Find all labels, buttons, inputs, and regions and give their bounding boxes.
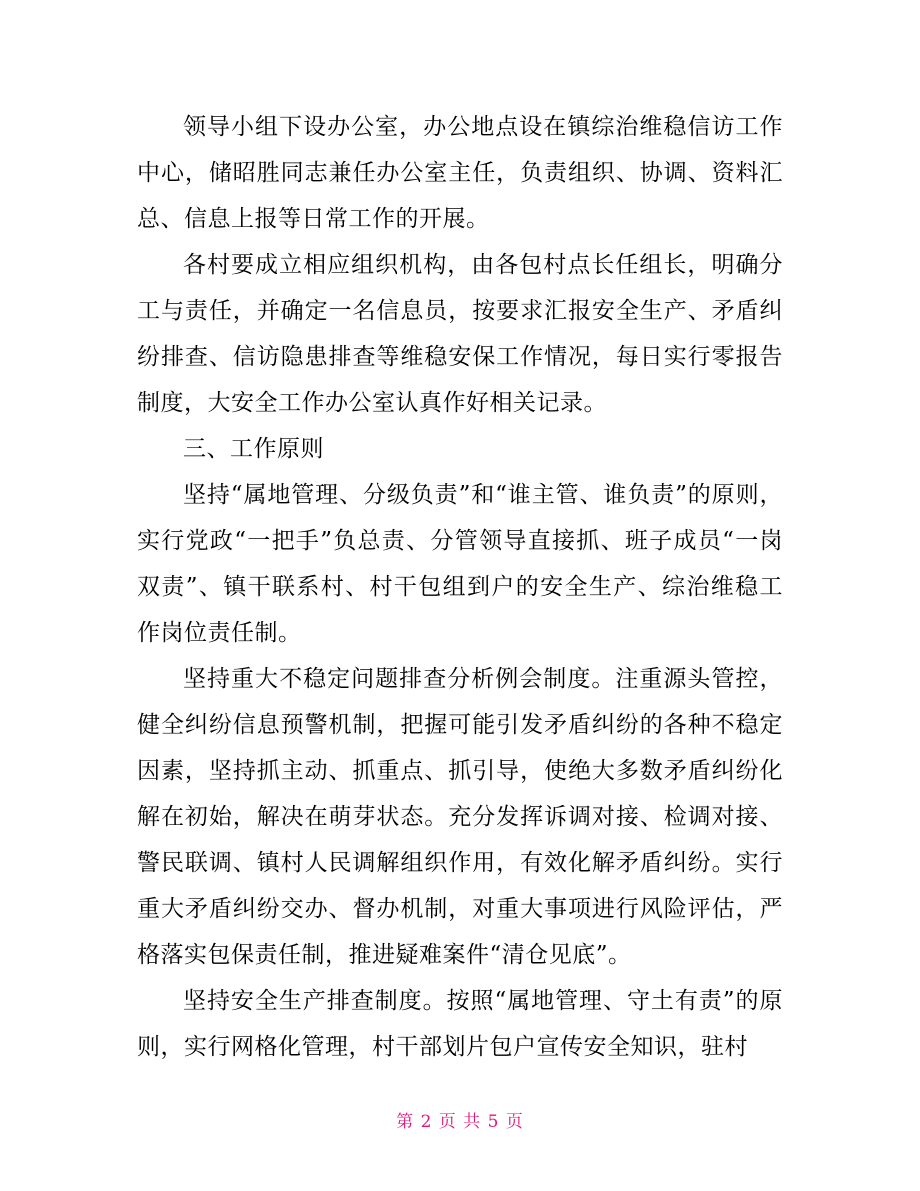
- paragraph-village-organization: 各村要成立相应组织机构，由各包村点长任组长，明确分工与责任，并确定一名信息员，按要求汇报安全生产、矛盾纠纷排查、信访隐患排查等维稳安保工作情况，每日实行零报告制度，大安全工作办公室认真作好相关记录。: [137, 252, 783, 416]
- paragraph-safety-inspection: 坚持安全生产排查制度。按照“属地管理、守土有责”的原则，实行网格化管理，村干部划片包户宣传安全知识，驻村: [137, 988, 783, 1060]
- document-body: [137, 104, 783, 1070]
- paragraph-territorial-management: 坚持“属地管理、分级负责”和“谁主管、谁负责”的原则，实行党政“一把手”负总责、分管领导直接抓、班子成员“一岗双责”、镇干联系村、村干包组到户的安全生产、综治维稳工作岗位责任制。: [137, 482, 783, 646]
- page-number-footer: 第 2 页 共 5 页: [396, 1112, 524, 1132]
- paragraph-office-setup: 领导小组下设办公室，办公地点设在镇综治维稳信访工作中心，储昭胜同志兼任办公室主任，负责组织、协调、资料汇总、信息上报等日常工作的开展。: [137, 114, 783, 232]
- paragraph-instability-investigation: 坚持重大不稳定问题排查分析例会制度。注重源头管控，健全纠纷信息预警机制，把握可能引发矛盾纠纷的各种不稳定因素，坚持抓主动、抓重点、抓引导，使绝大多数矛盾纠纷化解在初始，解决在萌芽状态。充分发挥诉调对接、检调对接、警民联调、镇村人民调解组织作用，有效化解矛盾纠纷。实行重大矛盾纠纷交办、督办机制，对重大事项进行风险评估，严格落实包保责任制，推进疑难案件“清仓见底”。: [137, 666, 783, 968]
- section-heading-work-principles: 三、工作原则: [183, 436, 324, 462]
